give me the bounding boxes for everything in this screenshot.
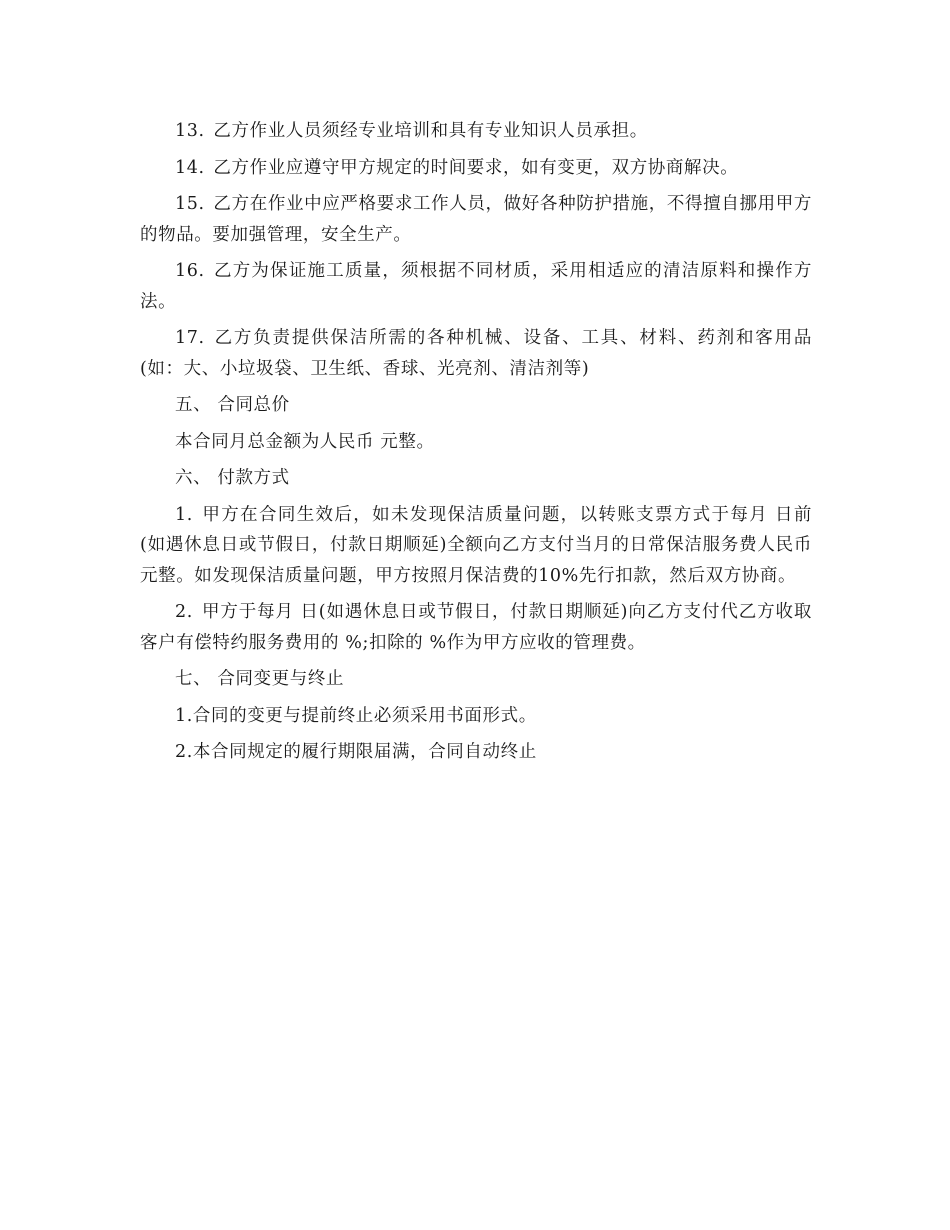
document-body	[140, 116, 812, 774]
total-amount-line	[140, 427, 812, 458]
change-clause-1	[140, 701, 812, 732]
paragraph-text: 本合同月总金额为人民币 元整。	[175, 431, 435, 452]
clause-text: 甲方在合同生效后，如未发现保洁质量问题，以转账支票方式于每月 日前(如遇休息日或节假日，付款日期顺延)全额向乙方支付当月的日常保洁服务费人民币 元整。如发现保洁质量问题，甲方按照月保洁费的10%先行扣款，然后双方协商。	[140, 504, 812, 586]
clause-17	[140, 323, 812, 384]
clause-number: 14.	[175, 157, 205, 178]
clause-number: 16.	[175, 261, 205, 281]
heading-text: 七、 合同变更与终止	[175, 669, 345, 689]
section-heading-payment	[140, 463, 812, 494]
clause-text: 乙方作业人员须经专业培训和具有专业知识人员承担。	[213, 121, 648, 141]
clause-16	[140, 256, 812, 317]
clause-13	[140, 116, 812, 147]
clause-number: 15.	[175, 194, 205, 214]
clause-text: 乙方为保证施工质量，须根据不同材质，采用相适应的清洁原料和操作方法。	[140, 261, 812, 312]
clause-15	[140, 189, 812, 250]
clause-text: 乙方作业应遵守甲方规定的时间要求，如有变更，双方协商解决。	[213, 157, 739, 178]
clause-text: 甲方于每月 日(如遇休息日或节假日，付款日期顺延)向乙方支付代乙方收取客户有偿特约服务费用的 %;扣除的 %作为甲方应收的管理费。	[140, 602, 812, 653]
paragraph-text: 2.本合同规定的履行期限届满，合同自动终止	[175, 742, 537, 762]
clause-number: 2.	[175, 602, 193, 622]
heading-text: 五、 合同总价	[175, 395, 290, 415]
payment-clause-1	[140, 500, 812, 592]
clause-number: 13.	[175, 121, 205, 141]
change-clause-2	[140, 737, 812, 768]
clause-text: 乙方负责提供保洁所需的各种机械、设备、工具、材料、药剂和客用品(如：大、小垃圾袋、卫生纸、香球、光亮剂、清洁剂等)	[140, 328, 812, 379]
section-heading-total-price	[140, 390, 812, 421]
section-heading-change-termination	[140, 664, 812, 695]
payment-clause-2	[140, 597, 812, 658]
heading-text: 六、 付款方式	[175, 468, 290, 488]
clause-number: 17.	[175, 328, 205, 348]
paragraph-text: 1.合同的变更与提前终止必须采用书面形式。	[175, 705, 537, 726]
clause-number: 1.	[175, 504, 193, 525]
clause-text: 乙方在作业中应严格要求工作人员，做好各种防护措施，不得擅自挪用甲方的物品。要加强管理，安全生产。	[140, 194, 812, 245]
clause-14	[140, 153, 812, 184]
